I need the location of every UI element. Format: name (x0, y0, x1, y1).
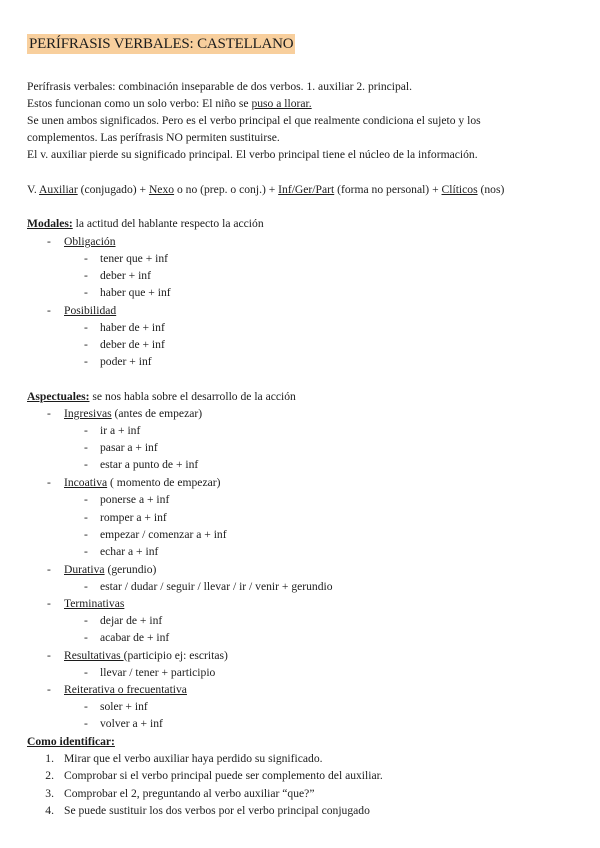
list-dash: - (84, 286, 88, 299)
intro-line-3: Se unen ambos significados. Pero es el verbo principal el que realmente condiciona el sujeto y los (27, 114, 481, 127)
list-dash: - (84, 700, 88, 713)
list-item: ir a + inf (100, 424, 141, 437)
list-item: haber de + inf (100, 321, 165, 334)
intro-line-5: El v. auxiliar pierde su significado principal. El verbo principal tiene el núcleo de la información. (27, 148, 478, 161)
intro-line-1: Perífrasis verbales: combinación inseparable de dos verbos. 1. auxiliar 2. principal. (27, 80, 413, 93)
list-dash: - (84, 338, 88, 351)
forms-term: Inf/Ger/Part (278, 183, 335, 196)
identificar-heading: Como identificar: (27, 735, 115, 748)
list-dash: - (84, 424, 88, 437)
list-dash: - (47, 597, 51, 610)
example-phrase: puso a llorar. (251, 97, 312, 110)
list-dash: - (84, 614, 88, 627)
step-item: Comprobar el 2, preguntando al verbo auxiliar “que?” (64, 787, 315, 800)
list-dash: - (47, 649, 51, 662)
list-dash: - (84, 666, 88, 679)
modales-heading: Modales: la actitud del hablante respecto la acción (27, 217, 264, 230)
list-dash: - (47, 476, 51, 489)
posibilidad-label: Posibilidad (64, 304, 117, 317)
list-item: romper a + inf (100, 511, 167, 524)
terminativas-label: Terminativas (64, 597, 125, 610)
list-dash: - (84, 458, 88, 471)
list-item: ponerse a + inf (100, 493, 170, 506)
step-number: 1. (45, 752, 54, 765)
list-dash: - (84, 355, 88, 368)
list-item: deber de + inf (100, 338, 165, 351)
document-title: PERÍFRASIS VERBALES: CASTELLANO (29, 36, 294, 52)
durativa-label: Durativa (gerundio) (64, 563, 157, 576)
list-item: volver a + inf (100, 717, 163, 730)
step-item: Comprobar si el verbo principal puede ser complemento del auxiliar. (64, 769, 383, 782)
list-item: acabar de + inf (100, 631, 170, 644)
list-item: soler + inf (100, 700, 148, 713)
list-item: empezar / comenzar a + inf (100, 528, 227, 541)
list-item: tener que + inf (100, 252, 169, 265)
step-number: 2. (45, 769, 54, 782)
list-dash: - (84, 545, 88, 558)
step-item: Mirar que el verbo auxiliar haya perdido su significado. (64, 752, 323, 765)
intro-line-2: Estos funcionan como un solo verbo: El niño se puso a llorar. (27, 97, 312, 110)
list-dash: - (47, 563, 51, 576)
list-dash: - (84, 321, 88, 334)
intro-line-4: complementos. Las perífrasis NO permiten sustituirse. (27, 131, 280, 144)
list-dash: - (47, 683, 51, 696)
list-item: llevar / tener + participio (100, 666, 216, 679)
aspectuales-heading: Aspectuales: se nos habla sobre el desarrollo de la acción (27, 390, 296, 403)
cliticos-term: Clíticos (441, 183, 478, 196)
list-dash: - (84, 631, 88, 644)
obligacion-label: Obligación (64, 235, 116, 248)
ingresivas-label: Ingresivas (antes de empezar) (64, 407, 203, 420)
list-item: deber + inf (100, 269, 151, 282)
step-item: Se puede sustituir los dos verbos por el verbo principal conjugado (64, 804, 370, 817)
list-dash: - (47, 235, 51, 248)
list-dash: - (84, 511, 88, 524)
step-number: 4. (45, 804, 54, 817)
list-dash: - (84, 717, 88, 730)
list-dash: - (84, 528, 88, 541)
list-dash: - (84, 252, 88, 265)
list-item: estar / dudar / seguir / llevar / ir / venir + gerundio (100, 580, 333, 593)
list-dash: - (47, 304, 51, 317)
list-item: echar a + inf (100, 545, 159, 558)
list-dash: - (84, 493, 88, 506)
incoativa-label: Incoativa ( momento de empezar) (64, 476, 221, 489)
list-dash: - (84, 441, 88, 454)
list-item: dejar de + inf (100, 614, 163, 627)
list-dash: - (84, 580, 88, 593)
list-item: haber que + inf (100, 286, 171, 299)
reiterativa-label: Reiterativa o frecuentativa (64, 683, 187, 696)
list-item: poder + inf (100, 355, 152, 368)
resultativas-label: Resultativas (participio ej: escritas) (64, 649, 228, 662)
list-dash: - (47, 407, 51, 420)
list-dash: - (84, 269, 88, 282)
list-item: pasar a + inf (100, 441, 158, 454)
nexo-term: Nexo (148, 183, 175, 196)
list-item: estar a punto de + inf (100, 458, 199, 471)
step-number: 3. (45, 787, 54, 800)
structure-formula: V. Auxiliar (conjugado) + Nexo o no (prep. o conj.) + Inf/Ger/Part (forma no personal) + Clíticos (nos) (27, 183, 505, 196)
auxiliar-term: Auxiliar (39, 183, 78, 196)
